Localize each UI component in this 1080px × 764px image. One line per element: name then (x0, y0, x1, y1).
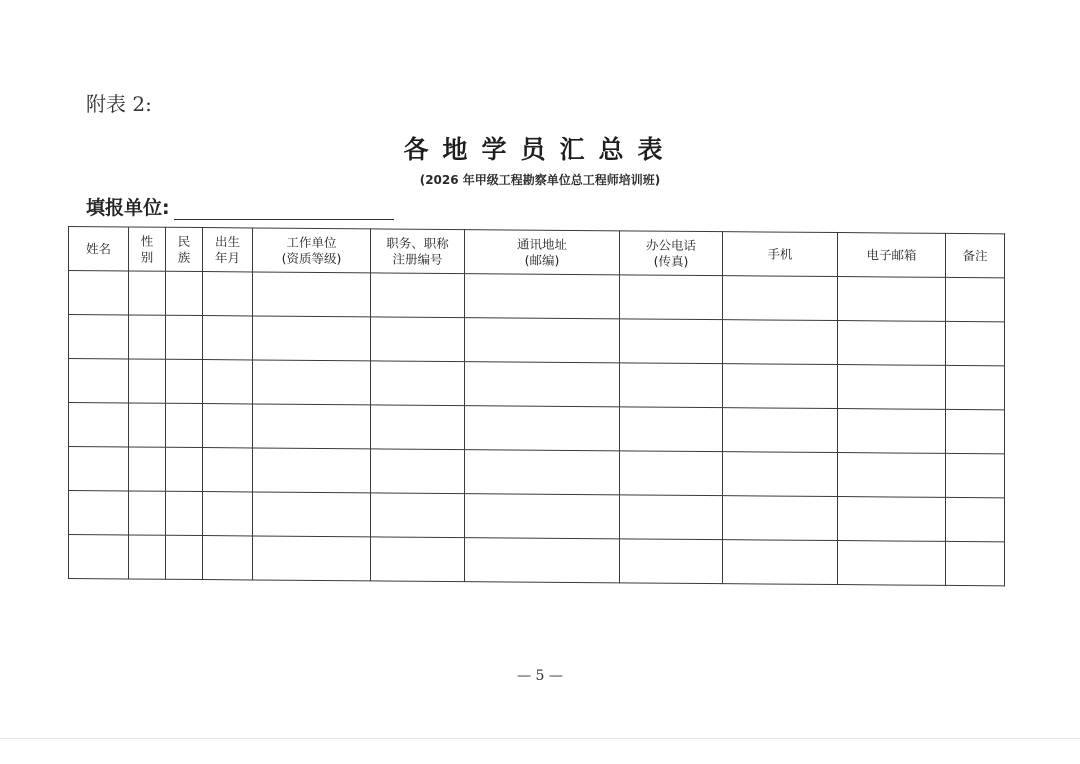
table-cell (465, 494, 620, 539)
table-row (69, 403, 1005, 454)
table-cell (723, 540, 838, 585)
table-cell (465, 538, 620, 583)
table-cell (371, 449, 465, 494)
table-cell (620, 319, 723, 364)
table-cell (69, 491, 129, 535)
table-cell (723, 408, 838, 453)
table-cell (253, 536, 371, 581)
header-address: 通讯地址 (邮编) (465, 230, 620, 275)
table-cell (253, 492, 371, 537)
table-cell (166, 491, 203, 535)
table-cell (253, 360, 371, 405)
table-row (69, 491, 1005, 542)
table-cell (129, 359, 166, 403)
table-row (69, 447, 1005, 498)
table-cell (946, 541, 1005, 585)
table-cell (166, 359, 203, 403)
table-cell (203, 360, 253, 404)
table-cell (69, 403, 129, 447)
table-cell (166, 535, 203, 579)
table-cell (838, 365, 946, 410)
table-cell (69, 315, 129, 359)
header-mobile: 手机 (723, 232, 838, 277)
table-cell (620, 495, 723, 540)
table-cell (946, 321, 1005, 365)
table-cell (129, 491, 166, 535)
table-cell (838, 321, 946, 366)
table-cell (620, 407, 723, 452)
table-cell (465, 406, 620, 451)
table-cell (203, 272, 253, 316)
table-cell (946, 453, 1005, 497)
page-edge-line (0, 738, 1080, 739)
table-cell (946, 365, 1005, 409)
table-body (69, 271, 1005, 586)
header-remarks: 备注 (946, 233, 1005, 277)
table-cell (371, 273, 465, 318)
fill-unit-blank-line (174, 197, 394, 220)
summary-table-wrapper (68, 226, 1004, 586)
header-position-title: 职务、职称 注册编号 (371, 229, 465, 274)
table-cell (838, 497, 946, 542)
table-row (69, 315, 1005, 366)
table-row (69, 535, 1005, 586)
table-cell (371, 405, 465, 450)
table-cell (723, 452, 838, 497)
table-cell (253, 404, 371, 449)
table-cell (371, 537, 465, 582)
table-cell (166, 403, 203, 447)
table-cell (838, 277, 946, 322)
fill-unit-row (86, 193, 394, 220)
summary-table (68, 226, 1005, 586)
table-cell (946, 277, 1005, 321)
table-row (69, 359, 1005, 410)
table-cell (203, 536, 253, 580)
table-cell (465, 318, 620, 363)
header-email: 电子邮箱 (838, 233, 946, 278)
table-cell (129, 315, 166, 359)
table-cell (253, 448, 371, 493)
table-cell (620, 539, 723, 584)
table-cell (838, 541, 946, 586)
header-work-unit: 工作单位 (资质等级) (253, 228, 371, 273)
table-cell (166, 315, 203, 359)
attachment-label: 附表 2: (86, 92, 152, 116)
table-cell (838, 409, 946, 454)
page-subtitle: (2026 年甲级工程勘察单位总工程师培训班) (419, 173, 661, 187)
table-cell (371, 361, 465, 406)
table-cell (723, 496, 838, 541)
page-title: 各地学员汇总表 (403, 135, 677, 164)
header-office-phone: 办公电话 (传真) (620, 231, 723, 276)
table-row (69, 271, 1005, 322)
table-cell (203, 448, 253, 492)
table-cell (253, 272, 371, 317)
table-cell (838, 453, 946, 498)
table-cell (723, 320, 838, 365)
table-cell (203, 316, 253, 360)
table-cell (723, 364, 838, 409)
table-cell (620, 275, 723, 320)
table-cell (946, 497, 1005, 541)
table-header-row (69, 227, 1005, 278)
page-number: — 5 — (517, 668, 563, 684)
table-cell (620, 451, 723, 496)
table-cell (203, 404, 253, 448)
table-cell (69, 271, 129, 315)
table-cell (253, 316, 371, 361)
table-cell (465, 362, 620, 407)
table-cell (69, 535, 129, 579)
table-cell (371, 493, 465, 538)
table-cell (129, 447, 166, 491)
table-cell (465, 450, 620, 495)
table-cell (129, 535, 166, 579)
header-ethnicity: 民 族 (166, 227, 203, 271)
table-cell (69, 447, 129, 491)
table-cell (203, 492, 253, 536)
table-cell (129, 403, 166, 447)
table-cell (69, 359, 129, 403)
table-cell (620, 363, 723, 408)
table-cell (723, 276, 838, 321)
table-cell (166, 271, 203, 315)
header-gender: 性 别 (129, 227, 166, 271)
table-cell (371, 317, 465, 362)
fill-unit-label: 填报单位: (86, 197, 170, 219)
table-cell (946, 409, 1005, 453)
table-cell (465, 274, 620, 319)
header-name: 姓名 (69, 227, 129, 271)
table-cell (166, 447, 203, 491)
header-birth-date: 出生 年月 (203, 228, 253, 272)
table-cell (129, 271, 166, 315)
